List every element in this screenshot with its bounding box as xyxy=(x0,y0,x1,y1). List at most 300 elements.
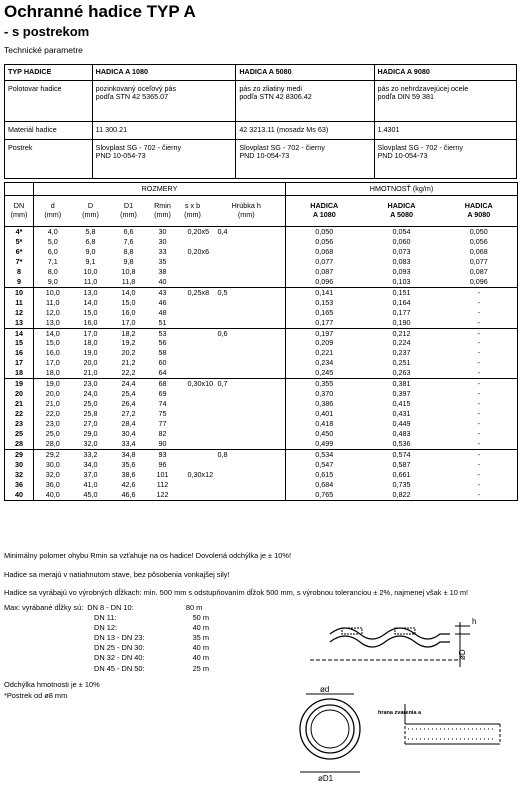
dims-cell: 0,197 xyxy=(315,328,334,338)
dims-cell: - xyxy=(477,348,480,358)
dims-cell: 0,073 xyxy=(392,246,411,256)
lengths-value: 40 m xyxy=(192,623,209,633)
dims-cell: 6,6 xyxy=(123,227,134,236)
dims-cell: 48 xyxy=(158,307,167,317)
note-lengths: Hadice sa vyrábajú vo výrobných dĺžkach: min. 500 mm s odstupňovaním dĺžok 500 mm, s výrobnou toleranciou ± 2%, najmenej však ± 10 m! xyxy=(4,588,469,597)
dims-cell: 75 xyxy=(158,409,167,419)
dims-cell: 13 xyxy=(5,318,34,328)
dims-cell: 0,450 xyxy=(315,429,334,439)
dims-cell: 36,0 xyxy=(45,479,60,489)
dims-cell: 17,0 xyxy=(83,328,98,338)
dims-cell: 101 xyxy=(156,469,169,479)
dims-cell xyxy=(208,247,286,257)
params-cell: pozinkovaný oceľový pás podľa STN 42 5365.07 xyxy=(92,81,236,122)
dims-cell: 27,2 xyxy=(121,409,136,419)
dims-cell: 0,5 xyxy=(208,287,286,297)
dims-cell: 0,684 xyxy=(315,479,334,489)
table-row xyxy=(5,287,518,297)
dims-col-header: HADICA A 5080 xyxy=(363,196,441,227)
dims-cell: 5* xyxy=(5,237,34,247)
dims-cell xyxy=(208,267,286,277)
list-item xyxy=(4,664,209,674)
dims-cell: 0,060 xyxy=(392,236,411,246)
dims-cell xyxy=(178,328,208,338)
dims-cell xyxy=(178,298,208,308)
dims-cell: 60 xyxy=(158,358,167,368)
dims-cell: 0,30x10 xyxy=(187,379,214,389)
list-item xyxy=(4,633,209,643)
dims-cell: 40 xyxy=(148,277,178,287)
dims-cell xyxy=(208,389,286,399)
dims-cell: 0,587 xyxy=(392,459,411,469)
dims-cell: 0,221 xyxy=(315,348,334,358)
dims-cell: 24,4 xyxy=(121,379,136,389)
dims-cell: 0,077 xyxy=(469,256,488,266)
dims-cell: 18,0 xyxy=(83,338,98,348)
lengths-label xyxy=(4,613,49,623)
dims-cell: 0,449 xyxy=(392,419,411,429)
dims-cell: 0,212 xyxy=(392,328,411,338)
dims-cell: 13,0 xyxy=(83,287,98,297)
dims-col-header: DN (mm) xyxy=(5,196,34,227)
dims-cell xyxy=(178,338,208,348)
dims-cell: 33,2 xyxy=(83,449,98,459)
dims-cell: 33 xyxy=(158,246,167,256)
dims-cell: 35 xyxy=(158,256,167,266)
dims-cell: 15 xyxy=(5,338,34,348)
dims-cell: 11,8 xyxy=(110,277,148,287)
dims-cell: 19,2 xyxy=(121,338,136,348)
dims-cell: 0,237 xyxy=(392,348,411,358)
dims-cell: 12 xyxy=(5,308,34,318)
dims-cell xyxy=(178,368,208,378)
dims-cell: 0,209 xyxy=(315,338,334,348)
dims-cell: 40,0 xyxy=(34,490,72,500)
dims-cell xyxy=(208,470,286,480)
label-d: ød xyxy=(320,685,330,694)
dims-cell: 7,6 xyxy=(123,236,134,246)
params-cell: Polotovar hadice xyxy=(5,81,93,122)
dims-cell: - xyxy=(477,479,480,489)
dims-cell: 0,386 xyxy=(315,399,334,409)
dims-cell: 0,093 xyxy=(392,266,411,276)
dims-cell: 0,547 xyxy=(315,459,334,469)
dims-cell: 22 xyxy=(5,409,34,419)
lengths-value: 25 m xyxy=(192,663,209,673)
dims-cell: 112 xyxy=(156,479,169,489)
dims-cell xyxy=(208,358,286,368)
table-row xyxy=(5,267,518,277)
table-row xyxy=(5,480,518,490)
dims-cell: 56 xyxy=(158,338,167,348)
dims-cell: 51 xyxy=(148,318,178,328)
table-row xyxy=(5,449,518,459)
table-row xyxy=(5,227,518,237)
dims-cell: 53 xyxy=(158,328,167,338)
dims-cell: 16,0 xyxy=(45,348,60,358)
dims-cell: - xyxy=(477,307,480,317)
dims-cell: 9,8 xyxy=(123,256,134,266)
dims-cell: 7* xyxy=(5,257,34,267)
dims-cell: 21,0 xyxy=(72,368,110,378)
dims-cell: 90 xyxy=(148,439,178,449)
dims-cell xyxy=(208,409,286,419)
dims-cell: 21,2 xyxy=(121,358,136,368)
dims-cell xyxy=(208,480,286,490)
dims-cell xyxy=(208,490,286,500)
label-D1: øD1 xyxy=(318,774,334,783)
dims-cell: 58 xyxy=(158,348,167,358)
dims-cell: 15,0 xyxy=(45,338,60,348)
dims-cell xyxy=(208,348,286,358)
dims-cell xyxy=(208,277,286,287)
params-cell: 11 300.21 xyxy=(92,122,236,140)
dims-cell: 12,0 xyxy=(45,307,60,317)
dims-cell xyxy=(178,358,208,368)
table-row xyxy=(5,490,518,500)
list-item xyxy=(4,653,209,663)
list-item xyxy=(4,603,209,613)
dims-cell: 9,0 xyxy=(85,246,96,256)
params-cell: 42 3213.11 (mosadz Ms 63) xyxy=(236,122,374,140)
params-cell: 1.4301 xyxy=(374,122,517,140)
dims-cell: 43 xyxy=(158,287,167,297)
dims-cell xyxy=(208,399,286,409)
dims-cell: 11,0 xyxy=(72,277,110,287)
dims-cell: 21 xyxy=(5,399,34,409)
dims-cell: 21,0 xyxy=(45,399,60,409)
dims-cell xyxy=(178,429,208,439)
dims-cell: - xyxy=(477,449,480,459)
dims-cell: 7,1 xyxy=(47,256,58,266)
dims-cell xyxy=(208,338,286,348)
dims-cell: 16 xyxy=(5,348,34,358)
table-row xyxy=(5,247,518,257)
dims-cell: 25,0 xyxy=(83,399,98,409)
dims-cell xyxy=(208,439,286,449)
lengths-dn: DN 25 - DN 30: xyxy=(94,643,145,653)
dims-cell: 0,087 xyxy=(469,266,488,276)
dims-col-header: HADICA A 1080 xyxy=(286,196,363,227)
hose-section-drawing xyxy=(290,684,510,784)
page-title: Ochranné hadice TYP A xyxy=(4,2,196,21)
dims-cell: 25,4 xyxy=(121,389,136,399)
dims-cell: 5,8 xyxy=(85,227,96,236)
dims-cell xyxy=(178,257,208,267)
dims-cell xyxy=(178,237,208,247)
dims-cell: - xyxy=(477,338,480,348)
dims-cell: 77 xyxy=(158,419,167,429)
params-header-0: TYP HADICE xyxy=(5,65,93,81)
dims-cell: 96 xyxy=(158,459,167,469)
section-title: Technické parametre xyxy=(4,45,83,55)
dims-col-header: HADICA A 9080 xyxy=(441,196,518,227)
dims-cell: 30 xyxy=(158,236,167,246)
dims-cell: 15,0 xyxy=(83,307,98,317)
dims-cell: 0,25x8 xyxy=(187,287,210,297)
dims-cell: 0,534 xyxy=(315,449,334,459)
dims-cell: 0,096 xyxy=(441,277,518,287)
dims-cell: 32,0 xyxy=(72,439,110,449)
table-row xyxy=(5,429,518,439)
dims-cell: 64 xyxy=(148,368,178,378)
params-header-2: HADICA A 5080 xyxy=(236,65,374,81)
dims-cell: 10,0 xyxy=(45,287,60,297)
dims-cell: 6* xyxy=(5,247,34,257)
lengths-dn: DN 8 - DN 10: xyxy=(87,603,134,612)
dims-cell xyxy=(208,237,286,247)
dims-cell: 0,431 xyxy=(392,409,411,419)
dims-cell: - xyxy=(477,287,480,297)
params-header-3: HADICA A 9080 xyxy=(374,65,517,81)
max-lengths-list xyxy=(4,603,209,674)
dims-cell: - xyxy=(477,419,480,429)
dims-cell: 38,6 xyxy=(121,469,136,479)
dims-cell: 14 xyxy=(5,328,34,338)
dims-cell: 23,0 xyxy=(83,379,98,389)
table-row xyxy=(5,368,518,378)
lengths-label xyxy=(4,643,49,653)
dims-cell xyxy=(178,409,208,419)
table-row xyxy=(5,308,518,318)
lengths-value: 80 m xyxy=(185,603,203,612)
dims-cell: 4* xyxy=(5,227,34,237)
dims-cell: 35,6 xyxy=(121,459,136,469)
dims-cell: 19,0 xyxy=(45,379,60,389)
dims-cell: 38 xyxy=(158,266,167,276)
dims-cell: 69 xyxy=(158,389,167,399)
dims-cell: 19,0 xyxy=(83,348,98,358)
dims-cell: 0,224 xyxy=(392,338,411,348)
dims-cell: 0,096 xyxy=(286,277,363,287)
dims-cell: 0,077 xyxy=(315,256,334,266)
dims-cell: 9,0 xyxy=(34,277,72,287)
dims-cell: 25,8 xyxy=(83,409,98,419)
lengths-label xyxy=(4,623,49,633)
dims-cell: 0,483 xyxy=(392,429,411,439)
params-cell: pás zo zliatiny medi podľa STN 42 8306.42 xyxy=(236,81,374,122)
dims-cell: - xyxy=(441,490,518,500)
params-cell: pás zo nehrdzavejúcej ocele podľa DIN 59 381 xyxy=(374,81,517,122)
dims-cell: - xyxy=(477,389,480,399)
dims-cell xyxy=(178,399,208,409)
dims-cell: 0,8 xyxy=(208,449,286,459)
dims-cell: 17,0 xyxy=(110,318,148,328)
dims-cell: 26,4 xyxy=(121,399,136,409)
dims-cell: 23,0 xyxy=(45,419,60,429)
dims-cell: - xyxy=(477,429,480,439)
dims-cell: 0,499 xyxy=(286,439,363,449)
dims-cell: 8 xyxy=(5,267,34,277)
dims-cell: 46 xyxy=(158,297,167,307)
dims-cell: 93 xyxy=(158,449,167,459)
lengths-value: 40 m xyxy=(192,653,209,663)
dims-cell: 9,1 xyxy=(85,256,96,266)
dims-cell: 15,0 xyxy=(121,297,136,307)
dims-cell: 24,0 xyxy=(83,389,98,399)
page-subtitle: - s postrekom xyxy=(4,24,90,39)
dims-cell: 0,615 xyxy=(315,469,334,479)
parameters-table xyxy=(4,64,517,179)
lengths-dn: DN 32 - DN 40: xyxy=(94,653,145,663)
dims-cell: 32 xyxy=(5,470,34,480)
dims-cell: 14,0 xyxy=(83,297,98,307)
lengths-value: 50 m xyxy=(192,613,209,623)
dims-cell: 0,355 xyxy=(315,379,334,389)
lengths-dn: DN 13 - DN 23: xyxy=(94,633,145,643)
dims-cell: 68 xyxy=(158,379,167,389)
dims-cell: 6,8 xyxy=(85,236,96,246)
dims-cell: 0,574 xyxy=(392,449,411,459)
dims-cell: 13,0 xyxy=(34,318,72,328)
dims-cell xyxy=(208,429,286,439)
params-cell: Slovplast SG - 702 - čierny PND 10-054-73 xyxy=(236,140,374,179)
dims-cell: 10,0 xyxy=(83,266,98,276)
label-coat: hrana zvarenia a xyxy=(378,710,422,716)
dims-cell: 30,4 xyxy=(121,429,136,439)
coating-note: *Postrek od ø8 mm xyxy=(4,691,68,700)
dims-cell: 0,050 xyxy=(315,227,334,236)
dims-cell: 19 xyxy=(5,379,34,389)
note-rmin: Minimálny polomer ohybu Rmin sa vzťahuje na os hadice! Dovolená odchýlka je ± 10%! xyxy=(4,551,292,560)
dims-cell: 8,8 xyxy=(123,246,134,256)
lengths-label xyxy=(4,664,49,674)
dims-cell: 0,165 xyxy=(315,307,334,317)
dims-cell: 32,0 xyxy=(45,469,60,479)
group-hmotnost: HMOTNOSŤ (kg/m) xyxy=(286,183,518,196)
dims-cell: 40 xyxy=(5,490,34,500)
dims-col-header: D1 (mm) xyxy=(110,196,148,227)
dims-cell: 0,7 xyxy=(208,379,286,389)
dims-cell: 14,0 xyxy=(121,287,136,297)
lengths-label: Max: vyrábané dĺžky sú: xyxy=(4,603,84,612)
dims-col-header: Hrúbka h (mm) xyxy=(208,196,286,227)
dims-cell: 20,2 xyxy=(121,348,136,358)
table-row xyxy=(5,439,518,449)
dims-cell xyxy=(208,257,286,267)
dims-cell: 0,245 xyxy=(286,368,363,378)
dims-cell: 82 xyxy=(158,429,167,439)
dims-cell: 30 xyxy=(5,460,34,470)
dims-cell xyxy=(178,308,208,318)
dims-cell: - xyxy=(477,469,480,479)
lengths-label xyxy=(4,633,49,643)
dims-cell: 5,0 xyxy=(47,236,58,246)
dims-cell: 11 xyxy=(5,298,34,308)
params-cell: Postrek xyxy=(5,140,93,179)
table-row xyxy=(5,338,518,348)
dims-cell: 14,0 xyxy=(45,328,60,338)
table-row xyxy=(5,298,518,308)
params-cell: Slovplast SG - 702 - čierny PND 10-054-73 xyxy=(374,140,517,179)
dims-cell xyxy=(178,318,208,328)
dims-cell: 17,0 xyxy=(45,358,60,368)
dims-cell xyxy=(208,419,286,429)
table-row xyxy=(5,348,518,358)
dims-cell: 28,0 xyxy=(34,439,72,449)
dims-cell: 30,0 xyxy=(45,459,60,469)
dims-col-header: D (mm) xyxy=(72,196,110,227)
dims-cell: 0,401 xyxy=(315,409,334,419)
lengths-dn: DN 12: xyxy=(94,623,118,633)
dims-cell: 41,0 xyxy=(83,479,98,489)
dims-cell: 0,251 xyxy=(392,358,411,368)
params-cell: Slovplast SG - 702 - čierny PND 10-054-73 xyxy=(92,140,236,179)
dims-cell xyxy=(178,389,208,399)
dims-col-header: s x b (mm) xyxy=(178,196,208,227)
dims-cell xyxy=(208,298,286,308)
dims-cell: 34,0 xyxy=(83,459,98,469)
dims-cell xyxy=(208,460,286,470)
dims-cell: 16,0 xyxy=(72,318,110,328)
table-row xyxy=(5,460,518,470)
group-rozmery: ROZMERY xyxy=(34,183,286,196)
dims-cell xyxy=(178,490,208,500)
dims-cell: - xyxy=(477,297,480,307)
table-row xyxy=(5,257,518,267)
dims-cell: - xyxy=(477,399,480,409)
dims-cell: 0,177 xyxy=(392,307,411,317)
dims-cell: 29 xyxy=(5,449,34,459)
dims-cell: 0,151 xyxy=(392,287,411,297)
dims-cell: 9 xyxy=(5,277,34,287)
dimensions-table xyxy=(4,182,518,501)
dims-cell: 0,370 xyxy=(315,389,334,399)
dims-cell: 0,765 xyxy=(286,490,363,500)
dims-cell: 0,234 xyxy=(315,358,334,368)
dims-cell: 22,0 xyxy=(45,409,60,419)
dims-cell: 46,6 xyxy=(110,490,148,500)
dims-cell: 0,087 xyxy=(315,266,334,276)
list-item xyxy=(4,613,209,623)
dims-cell: - xyxy=(441,318,518,328)
dims-cell: 122 xyxy=(148,490,178,500)
dims-cell: 22,2 xyxy=(110,368,148,378)
dims-cell: - xyxy=(477,358,480,368)
dims-cell: 18 xyxy=(5,368,34,378)
dims-cell: 0,30x12 xyxy=(187,469,214,479)
dims-cell: 0,141 xyxy=(315,287,334,297)
dims-cell: 0,153 xyxy=(315,297,334,307)
table-row xyxy=(5,419,518,429)
dims-cell xyxy=(208,368,286,378)
dims-cell: 30 xyxy=(158,227,167,236)
dims-cell: 25,0 xyxy=(45,429,60,439)
table-row xyxy=(5,328,518,338)
dims-cell: 0,164 xyxy=(392,297,411,307)
dims-cell: 4,0 xyxy=(47,227,58,236)
dims-cell: 37,0 xyxy=(83,469,98,479)
dims-cell: 27,0 xyxy=(83,419,98,429)
dims-cell: 0,20x6 xyxy=(187,246,210,256)
weight-tolerance: Odchýlka hmotnosti je ± 10% xyxy=(4,680,100,689)
dims-cell: 8,0 xyxy=(47,266,58,276)
dims-cell: 20,0 xyxy=(83,358,98,368)
label-D: øD xyxy=(458,649,467,660)
dims-cell: 42,6 xyxy=(121,479,136,489)
list-item xyxy=(4,623,209,633)
dims-cell: 33,4 xyxy=(110,439,148,449)
dims-cell: 0,4 xyxy=(208,227,286,237)
dims-cell: 0,056 xyxy=(469,236,488,246)
dims-cell: 0,415 xyxy=(392,399,411,409)
dims-cell: 0,050 xyxy=(469,227,488,236)
dims-cell: 25 xyxy=(5,429,34,439)
dims-cell: 0,177 xyxy=(286,318,363,328)
table-row xyxy=(5,409,518,419)
params-header-1: HADICA A 1080 xyxy=(92,65,236,81)
dims-cell: 20 xyxy=(5,389,34,399)
